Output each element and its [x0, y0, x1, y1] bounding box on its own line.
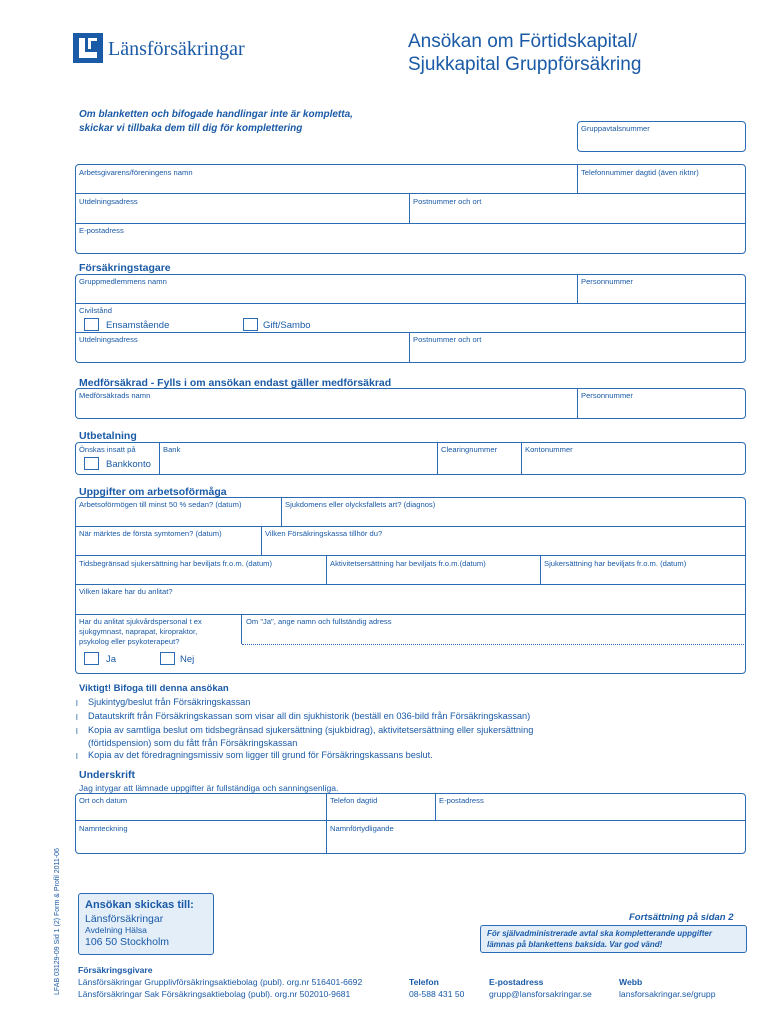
- attachment-item-3b: (förtidspension) som du fått från Försäkringskassan: [88, 738, 298, 748]
- symptoms-label: När märktes de första symtomen? (datum): [79, 529, 222, 538]
- employer-address-label: Utdelningsadress: [79, 197, 138, 206]
- footer-web[interactable]: lansforsakringar.se/grupp: [619, 989, 716, 999]
- sick-comp-label: Sjukersättning har beviljats fr.o.m. (datum): [544, 559, 687, 568]
- member-personnummer-label: Personnummer: [581, 277, 633, 286]
- attachment-item-1: Sjukintyg/beslut från Försäkringskassan: [88, 697, 251, 707]
- care-no-label: Nej: [180, 654, 195, 665]
- kassa-label: Vilken Försäkringskassa tillhör du?: [265, 529, 383, 538]
- attachments-heading: Viktigt! Bifoga till denna ansökan: [79, 683, 229, 694]
- intro-line1: Om blanketten och bifogade handlingar inte är kompletta,: [79, 109, 353, 120]
- attachment-bullet-2: l: [76, 713, 78, 722]
- care-yes-label: Ja: [106, 654, 117, 665]
- signature-heading: Underskrift: [79, 769, 136, 781]
- provider-line2: Länsförsäkringar Sak Försäkringsaktiebolag (publ). org.nr 502010-9681: [78, 989, 351, 999]
- employer-postal-label: Postnummer och ort: [413, 197, 482, 206]
- member-postal-label: Postnummer och ort: [413, 335, 482, 344]
- doctor-field[interactable]: [76, 585, 745, 613]
- married-label: Gift/Sambo: [263, 320, 311, 331]
- coinsured-name-field[interactable]: [76, 389, 576, 418]
- care-yes-checkbox[interactable]: [84, 652, 99, 665]
- provider-line1: Länsförsäkringar Grupplivförsäkringsaktiebolag (publ). org.nr 516401-6692: [78, 977, 363, 987]
- continued-note: Fortsättning på sidan 2: [629, 912, 734, 923]
- clearing-label: Clearingnummer: [441, 445, 498, 454]
- provider-heading: Försäkringsgivare: [78, 965, 153, 975]
- single-checkbox[interactable]: [84, 318, 99, 331]
- member-name-label: Gruppmedlemmens namn: [79, 277, 167, 286]
- logo-mark-icon: [73, 33, 103, 63]
- civil-status-label: Civilstånd: [79, 306, 112, 315]
- insured-heading: Försäkringstagare: [79, 262, 171, 274]
- activity-label: Aktivitetsersättning har beviljats fr.o.m.(datum): [330, 559, 486, 568]
- employer-email-label: E-postadress: [79, 226, 124, 235]
- send-city: 106 50 Stockholm: [85, 936, 170, 948]
- gruppavtal-label: Gruppavtalsnummer: [581, 124, 650, 133]
- web-heading: Webb: [619, 977, 643, 987]
- email-heading: E-postadress: [489, 977, 544, 987]
- attachment-item-3a: Kopia av samtliga beslut om tidsbegränsad sjukersättning (sjukbidrag), aktivitetsersättning eller sjukersättning: [88, 725, 534, 735]
- account-label: Kontonummer: [525, 445, 573, 454]
- reduced-since-label: Arbetsoförmögen till minst 50 % sedan? (datum): [79, 500, 242, 509]
- phone-heading: Telefon: [409, 977, 439, 987]
- company-logo: [73, 33, 103, 63]
- page-title-line2: Sjukkapital Gruppförsäkring: [408, 54, 642, 75]
- send-dept: Avdelning Hälsa: [85, 925, 147, 935]
- name-clarification-label: Namnförtydligande: [330, 824, 394, 833]
- self-admin-line2: lämnas på blankettens baksida. Var god vänd!: [487, 940, 663, 949]
- page-title-line1: Ansökan om Förtidskapital/: [408, 31, 638, 52]
- care-detail-label: Om "Ja", ange namn och fullständig adress: [246, 617, 392, 626]
- coinsured-personnummer-label: Personnummer: [581, 391, 633, 400]
- attachment-bullet-1: l: [76, 699, 78, 708]
- care-question-line2: sjukgymnast, naprapat, kiropraktor,: [79, 627, 198, 636]
- employer-email-field[interactable]: [76, 224, 745, 253]
- form-code: LFAB 03129-09 Sid 1 (2) Form & Profil 2011-06: [54, 848, 61, 995]
- place-date-label: Ort och datum: [79, 796, 128, 805]
- attachment-item-4: Kopia av det föredragningsmissiv som ligger till grund för Försäkringskassans beslut.: [88, 750, 433, 760]
- sign-phone-label: Telefon dagtid: [330, 796, 378, 805]
- send-company: Länsförsäkringar: [85, 913, 164, 925]
- employer-phone-label: Telefonnummer dagtid (även riktnr): [581, 168, 699, 177]
- send-heading: Ansökan skickas till:: [85, 899, 194, 911]
- care-no-checkbox[interactable]: [160, 652, 175, 665]
- diagnosis-label: Sjukdomens eller olycksfallets art? (diagnos): [285, 500, 436, 509]
- certify-text: Jag intygar att lämnade uppgifter är fullständiga och sanningsenliga.: [79, 783, 339, 793]
- work-heading: Uppgifter om arbetsoförmåga: [79, 486, 227, 498]
- deposit-label: Önskas insatt på: [79, 445, 136, 454]
- bankkonto-label: Bankkonto: [106, 459, 151, 470]
- intro-line2: skickar vi tillbaka dem till dig för komplettering: [79, 123, 303, 134]
- footer-phone: 08-588 431 50: [409, 989, 465, 999]
- sign-email-label: E-postadress: [439, 796, 484, 805]
- footer-email[interactable]: grupp@lansforsakringar.se: [489, 989, 592, 999]
- attachment-bullet-3: l: [76, 727, 78, 736]
- married-checkbox[interactable]: [243, 318, 258, 331]
- bank-field[interactable]: [160, 443, 436, 474]
- care-question-line3: psykolog eller psykoterapeut?: [79, 637, 180, 646]
- bankkonto-checkbox[interactable]: [84, 457, 99, 470]
- logo-text: Länsförsäkringar: [108, 38, 245, 60]
- doctor-label: Vilken läkare har du anlitat?: [79, 587, 173, 596]
- temp-comp-label: Tidsbegränsad sjukersättning har beviljats fr.o.m. (datum): [79, 559, 273, 568]
- coinsured-heading: Medförsäkrad - Fylls i om ansökan endast gäller medförsäkrad: [79, 377, 392, 389]
- attachment-bullet-4: l: [76, 752, 78, 761]
- member-address-label: Utdelningsadress: [79, 335, 138, 344]
- signature-label: Namnteckning: [79, 824, 128, 833]
- self-admin-line1: För självadministrerade avtal ska kompletterande uppgifter: [487, 929, 712, 938]
- employer-name-label: Arbetsgivarens/föreningens namn: [79, 168, 193, 177]
- payment-heading: Utbetalning: [79, 430, 137, 442]
- attachment-item-2: Datautskrift från Försäkringskassan som visar all din sjukhistorik (beställ en 036-bild från Försäkringskassan): [88, 711, 531, 721]
- care-question-line1: Har du anlitat sjukvårdspersonal t ex: [79, 617, 202, 626]
- bank-label: Bank: [163, 445, 181, 454]
- coinsured-name-label: Medförsäkrads namn: [79, 391, 151, 400]
- single-label: Ensamstående: [106, 320, 170, 331]
